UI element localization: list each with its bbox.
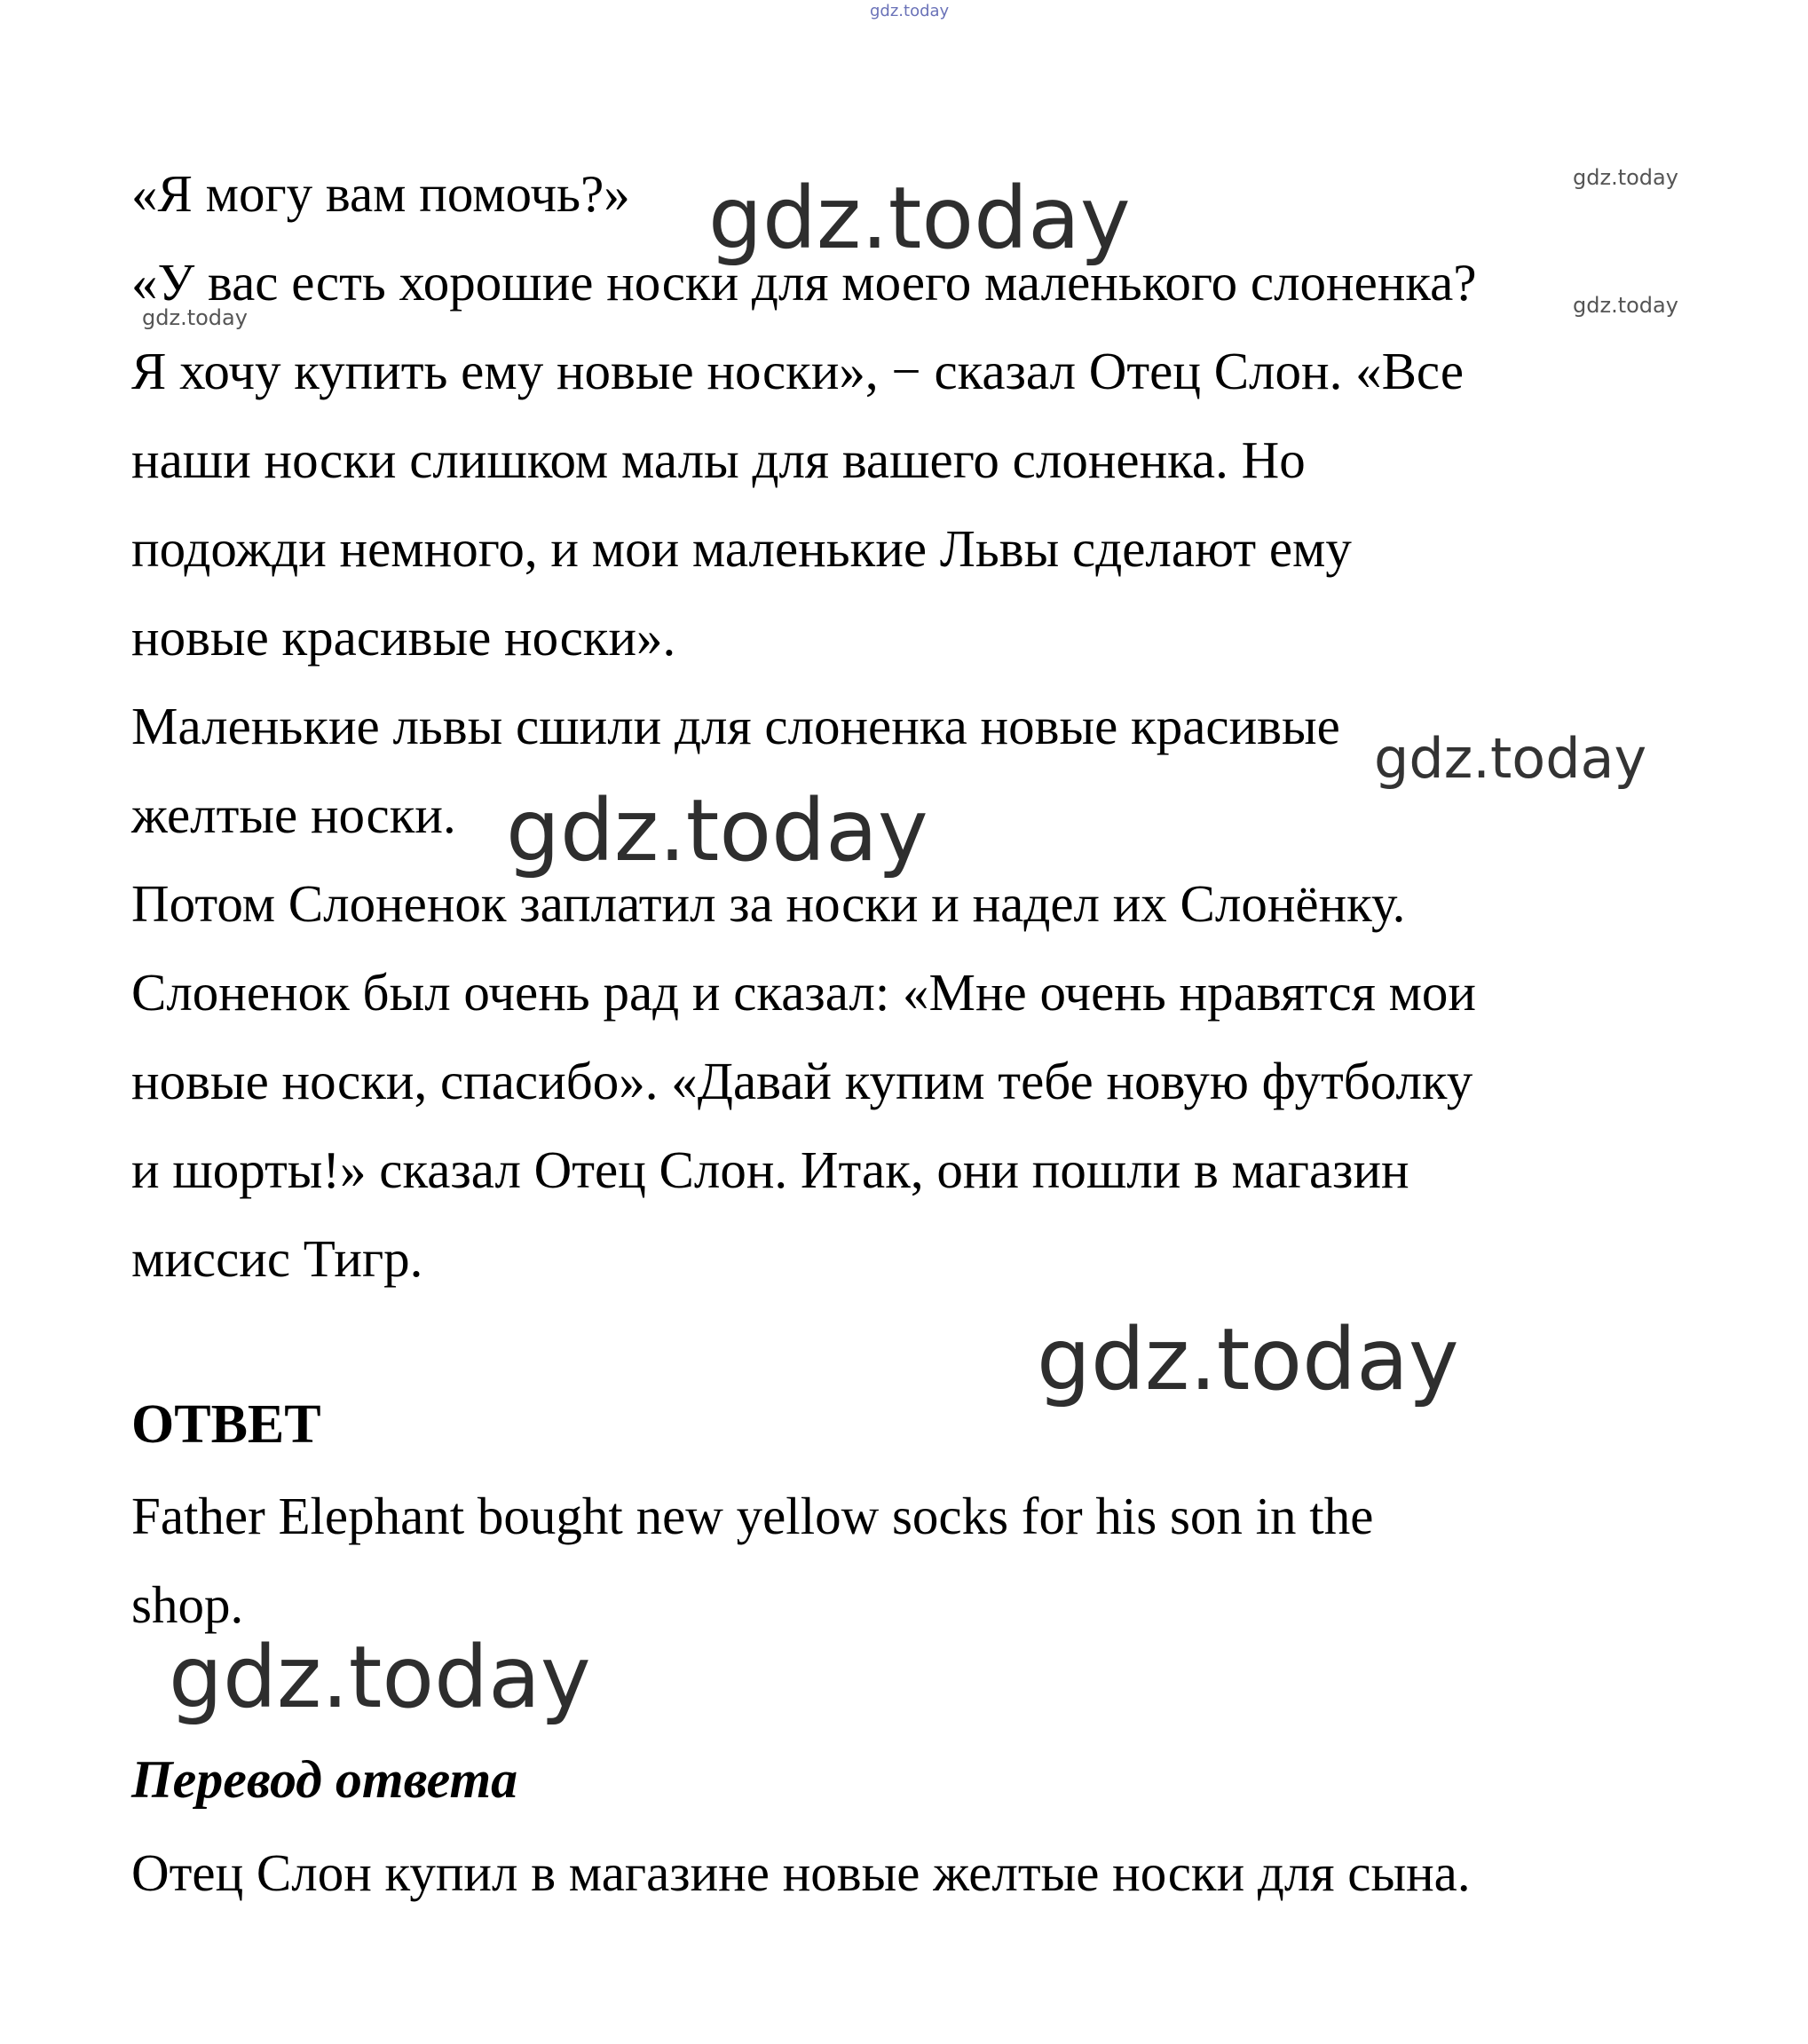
answer-line: Father Elephant bought new yellow socks for his son in the (131, 1487, 1374, 1545)
watermark: gdz.today (506, 781, 928, 880)
story-line: новые красивые носки». (131, 608, 676, 667)
watermark: gdz.today (1374, 726, 1647, 791)
answer-text (131, 1472, 1711, 1649)
story-line: Потом Слоненок заплатил за носки и надел их Слонёнку. (131, 874, 1406, 933)
watermark: gdz.today (1573, 165, 1678, 190)
watermark: gdz.today (169, 1628, 591, 1727)
watermark: gdz.today (1037, 1310, 1459, 1409)
answer-line: shop. (131, 1575, 244, 1634)
story-line: Слоненок был очень рад и сказал: «Мне очень нравятся мои (131, 963, 1476, 1022)
answer-heading: ОТВЕТ (131, 1394, 321, 1455)
translation-heading: Перевод ответа (131, 1750, 518, 1809)
story-line: «У вас есть хорошие носки для моего маленького слоненка? (131, 253, 1477, 312)
story-line: Я хочу купить ему новые носки», − сказал Отец Слон. «Все (131, 342, 1465, 400)
watermark-top: gdz.today (870, 2, 950, 20)
story-line: Маленькие львы сшили для слоненка новые красивые (131, 697, 1340, 755)
story-line: и шорты!» сказал Отец Слон. Итак, они пошли в магазин (131, 1140, 1409, 1199)
story-line: желтые носки. (131, 785, 456, 844)
translation-text: Отец Слон купил в магазине новые желтые носки для сына. (131, 1843, 1471, 1902)
watermark: gdz.today (142, 305, 248, 330)
story-line: миссис Тигр. (131, 1229, 423, 1288)
story-line: новые носки, спасибо». «Давай купим тебе новую футболку (131, 1052, 1473, 1110)
story-line: «Я могу вам помочь?» (131, 164, 630, 223)
watermark: gdz.today (708, 169, 1131, 268)
story-line: наши носки слишком малы для вашего слоненка. Но (131, 430, 1306, 489)
watermark: gdz.today (1573, 293, 1678, 318)
story-line: подожди немного, и мои маленькие Львы сделают ему (131, 519, 1352, 578)
